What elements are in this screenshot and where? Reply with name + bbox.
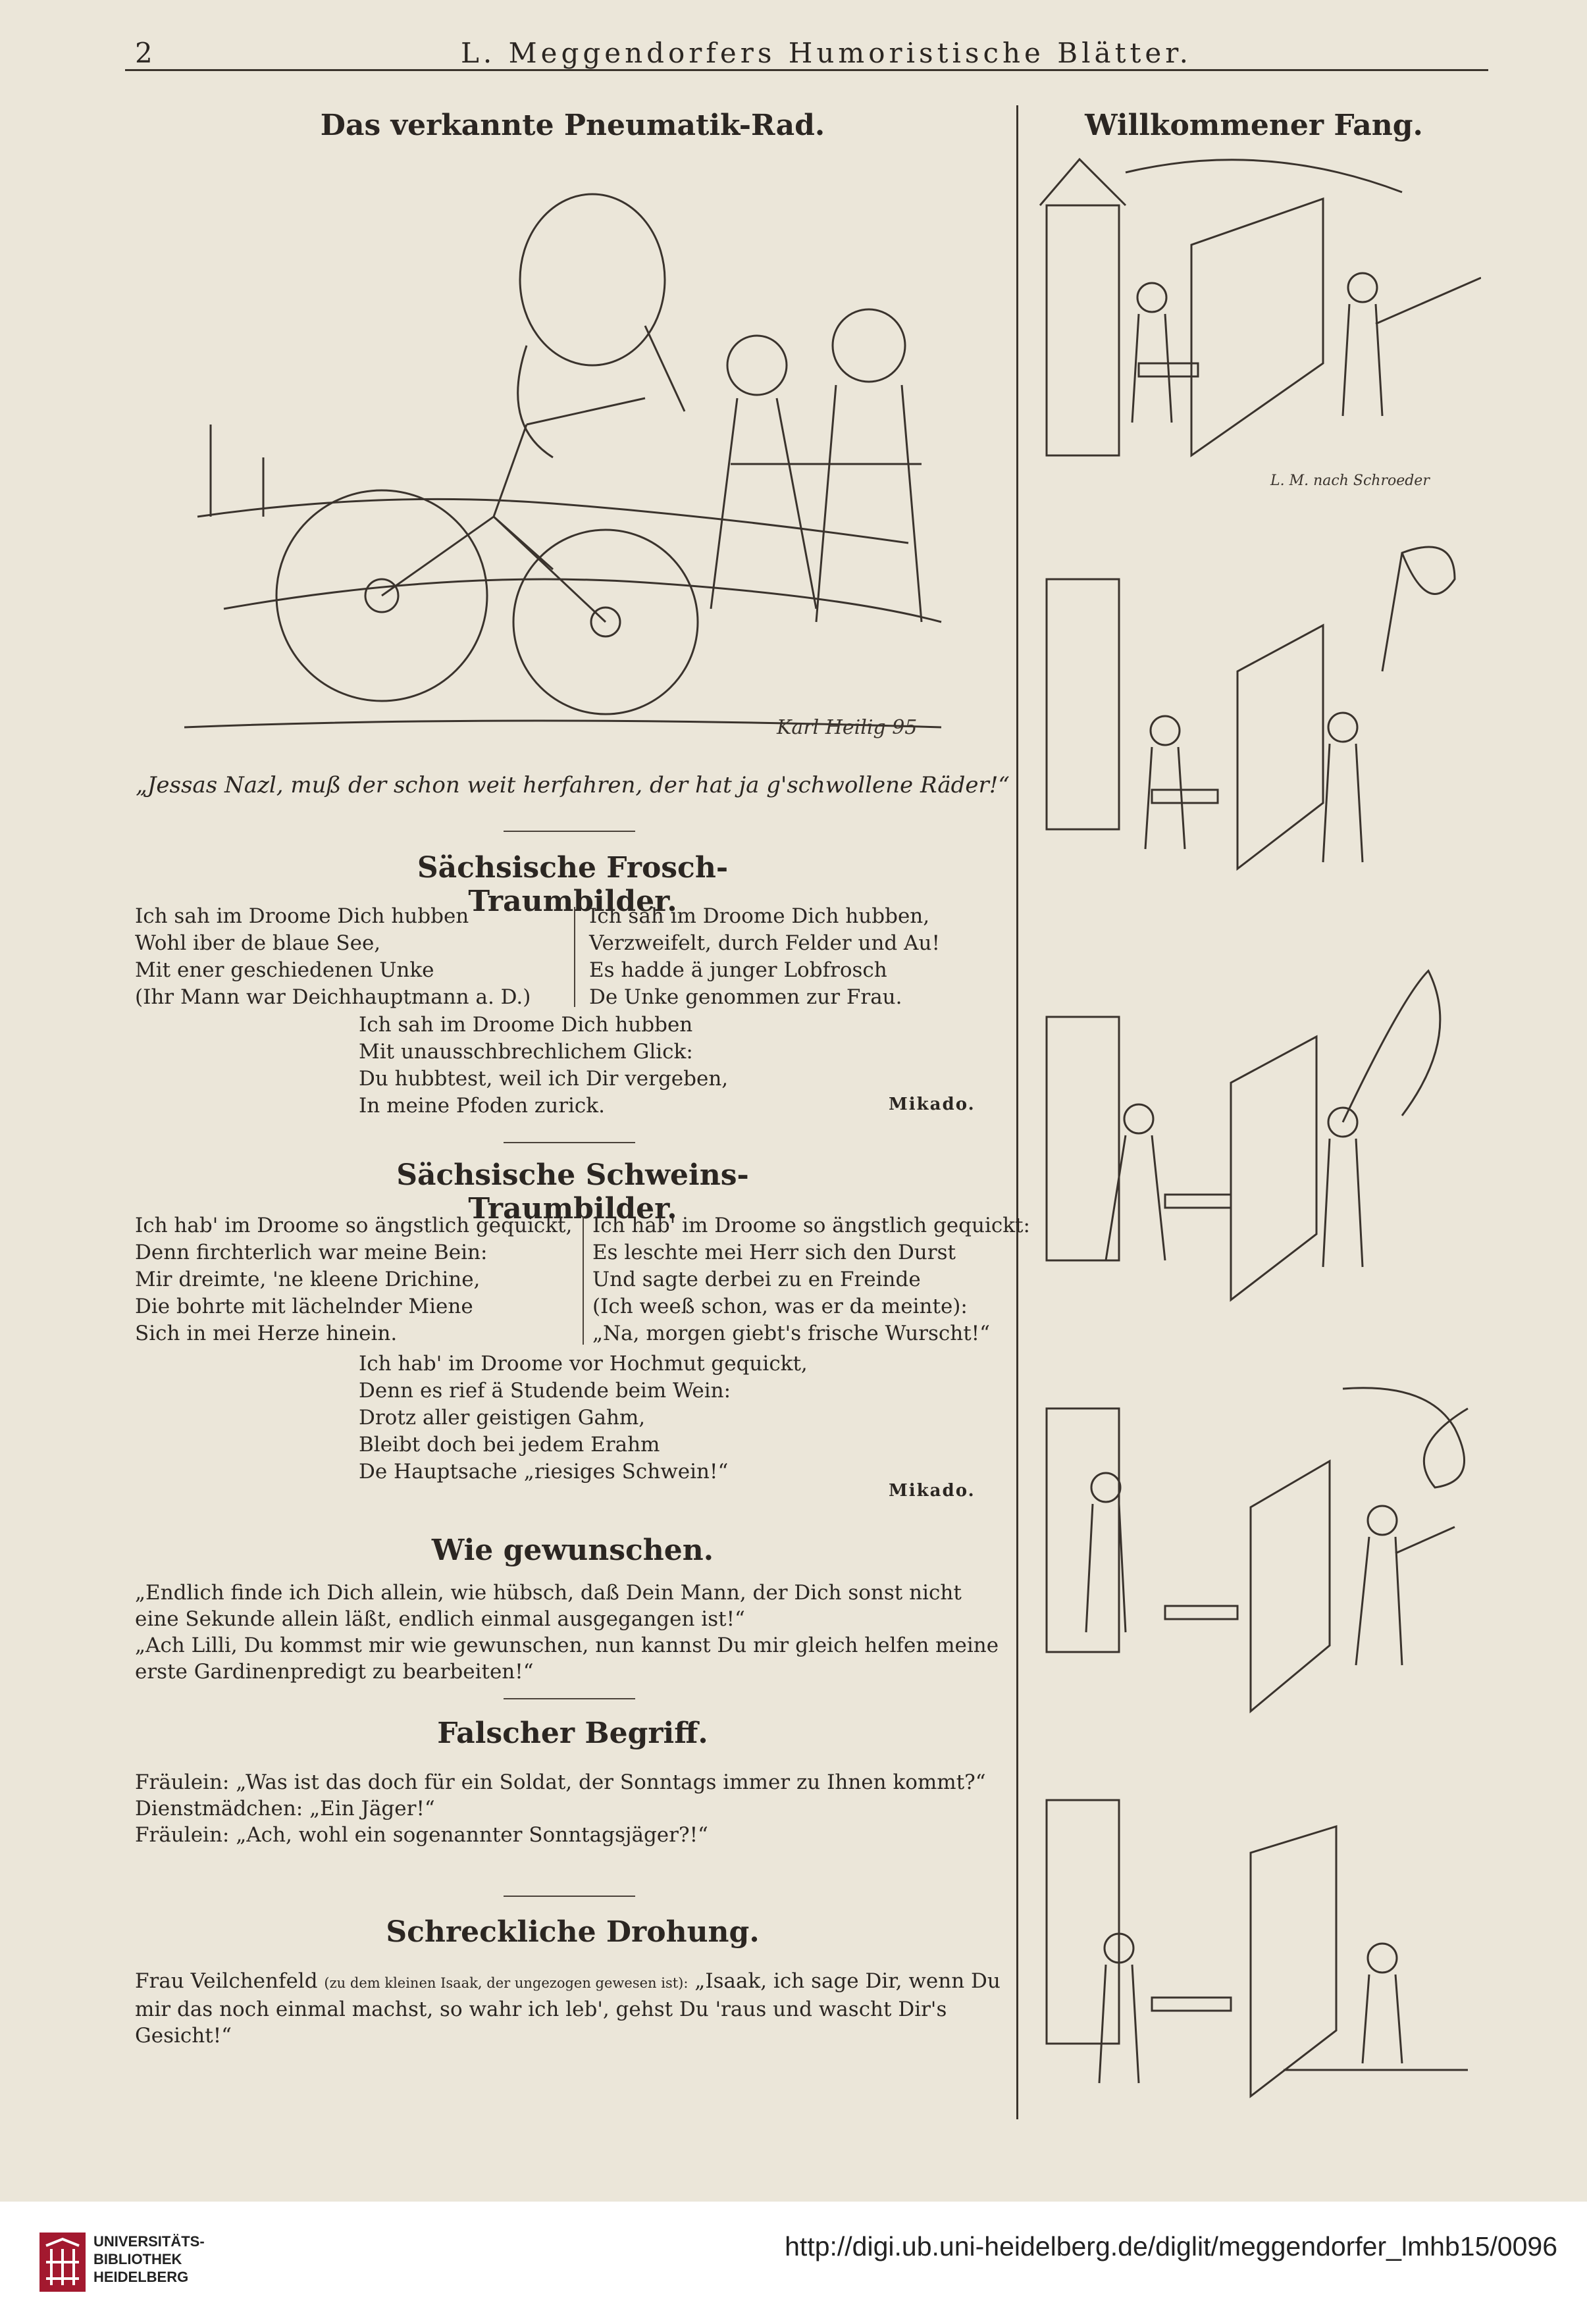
comic-panel-5: [1033, 1754, 1481, 2116]
joke2-line: Fräulein: „Was ist das doch für ein Soldat, der Sonntags immer zu Ihnen kommt?“: [135, 1770, 986, 1794]
separator: [504, 1142, 635, 1143]
joke2-title: Falscher Begriff.: [437, 1717, 708, 1750]
joke2-line: Fräulein: „Ach, wohl ein sogenannter Sonntagsjäger?!“: [135, 1823, 708, 1847]
joke3-stage-direction: (zu dem kleinen Isaak, der ungezogen gewesen ist):: [324, 1975, 689, 1991]
cyclist-illustration: [184, 148, 961, 754]
header-rule: [125, 69, 1488, 71]
comic-panel-2: [1033, 540, 1481, 882]
poem1-title: Sächsische Frosch-Traumbilder.: [417, 851, 729, 918]
library-name: [93, 2233, 205, 2286]
page-number: 2: [135, 37, 153, 69]
separator: [504, 831, 635, 832]
poem1-author: Mikado.: [889, 1095, 976, 1114]
source-url-link[interactable]: http://digi.ub.uni-heidelberg.de/diglit/meggendorfer_lmhb15/0096: [785, 2231, 1557, 2261]
joke1-paragraph: „Ach Lilli, Du kommst mir wie gewunschen, nun kannst Du mir gleich helfen meine erste Gardinenpredigt zu bearbeiten!“: [135, 1634, 999, 1684]
joke3-title: Schreckliche Drohung.: [386, 1915, 760, 1949]
running-title: L. Meggendorfers Humoristische Blätter.: [461, 37, 1193, 69]
poem1-center-stanza: Ich sah im Droome Dich hubben Mit unausschbrechlichem Glick: Du hubbtest, weil ich Dir vergeben, In meine Pfoden zurick.: [359, 1013, 729, 1118]
stanza-divider: [574, 907, 575, 1007]
artist-signature: Karl Heilig 95: [777, 716, 918, 739]
cartoon-caption: „Jessas Nazl, muß der schon weit herfahren, der hat ja g'schwollene Räder!“: [136, 772, 1010, 798]
joke3-body: [135, 1968, 1010, 2049]
joke3-speech: „Isaak, ich sage Dir, wenn Du mir das noch einmal machst, so wahr ich leb', gehst Du 'raus und wascht Dir's Gesicht!“: [135, 1969, 1001, 2048]
comic-panel-3: [1033, 958, 1481, 1313]
poem1-right-stanza: Ich sah im Droome Dich hubben, Verzweifelt, durch Felder und Au! Es hadde ä junger Lobfrosch De Unke genommen zur Frau.: [589, 904, 940, 1009]
poem2-right-stanza: Ich hab' im Droome so ängstlich gequickt: Es leschte mei Herr sich den Durst Und sagte derbei zu en Freinde (Ich weeß schon, was er da meinte): „Na, morgen giebt's frische Wurscht!“: [592, 1214, 1030, 1345]
poem2-left-stanza: Ich hab' im Droome so ängstlich gequickt, Denn firchterlich war meine Bein: Mir dreimte, 'ne kleene Drichine, Die bohrte mit lächelnder Miene Sich in mei Herze hinein.: [135, 1214, 573, 1345]
column-divider: [1016, 105, 1018, 2119]
joke2-body: [135, 1769, 1010, 1848]
library-name-line: UNIVERSITÄTS-: [93, 2233, 205, 2250]
library-logo-icon: [39, 2233, 86, 2292]
separator: [504, 1896, 635, 1897]
separator: [504, 1698, 635, 1699]
joke3-speaker: Frau Veilchenfeld: [135, 1969, 318, 1993]
poem2-title: Sächsische Schweins-Traumbilder.: [396, 1158, 749, 1226]
joke2-line: Dienstmädchen: „Ein Jäger!“: [135, 1797, 435, 1820]
comic-panel-4: [1033, 1356, 1481, 1724]
stanza-divider: [583, 1216, 584, 1345]
comic-title: Willkommener Fang.: [1085, 109, 1423, 142]
joke1-paragraph: „Endlich finde ich Dich allein, wie hübsch, daß Dein Mann, der Dich sonst nicht eine Sekunde allein läßt, endlich einmal ausgegangen ist!“: [135, 1581, 962, 1631]
comic-panel-1: [1033, 146, 1481, 495]
library-name-line: HEIDELBERG: [93, 2269, 189, 2285]
joke1-body: [135, 1580, 1010, 1685]
cartoon-title: Das verkannte Pneumatik-Rad.: [320, 109, 825, 142]
joke1-title: Wie gewunschen.: [431, 1534, 714, 1567]
library-name-line: BIBLIOTHEK: [93, 2251, 182, 2267]
poem1-left-stanza: Ich sah im Droome Dich hubben Wohl iber de blaue See, Mit ener geschiedenen Unke (Ihr Mann war Deichhauptmann a. D.): [135, 904, 531, 1009]
poem2-author: Mikado.: [889, 1481, 976, 1501]
poem2-center-stanza: Ich hab' im Droome vor Hochmut gequickt, Denn es rief ä Studende beim Wein: Drotz aller geistigen Gahm, Bleibt doch bei jedem Erahm De Hauptsache „riesiges Schwein!“: [359, 1352, 808, 1484]
digitization-footer: [0, 2202, 1587, 2324]
comic-signature: L. M. nach Schroeder: [1270, 473, 1430, 489]
